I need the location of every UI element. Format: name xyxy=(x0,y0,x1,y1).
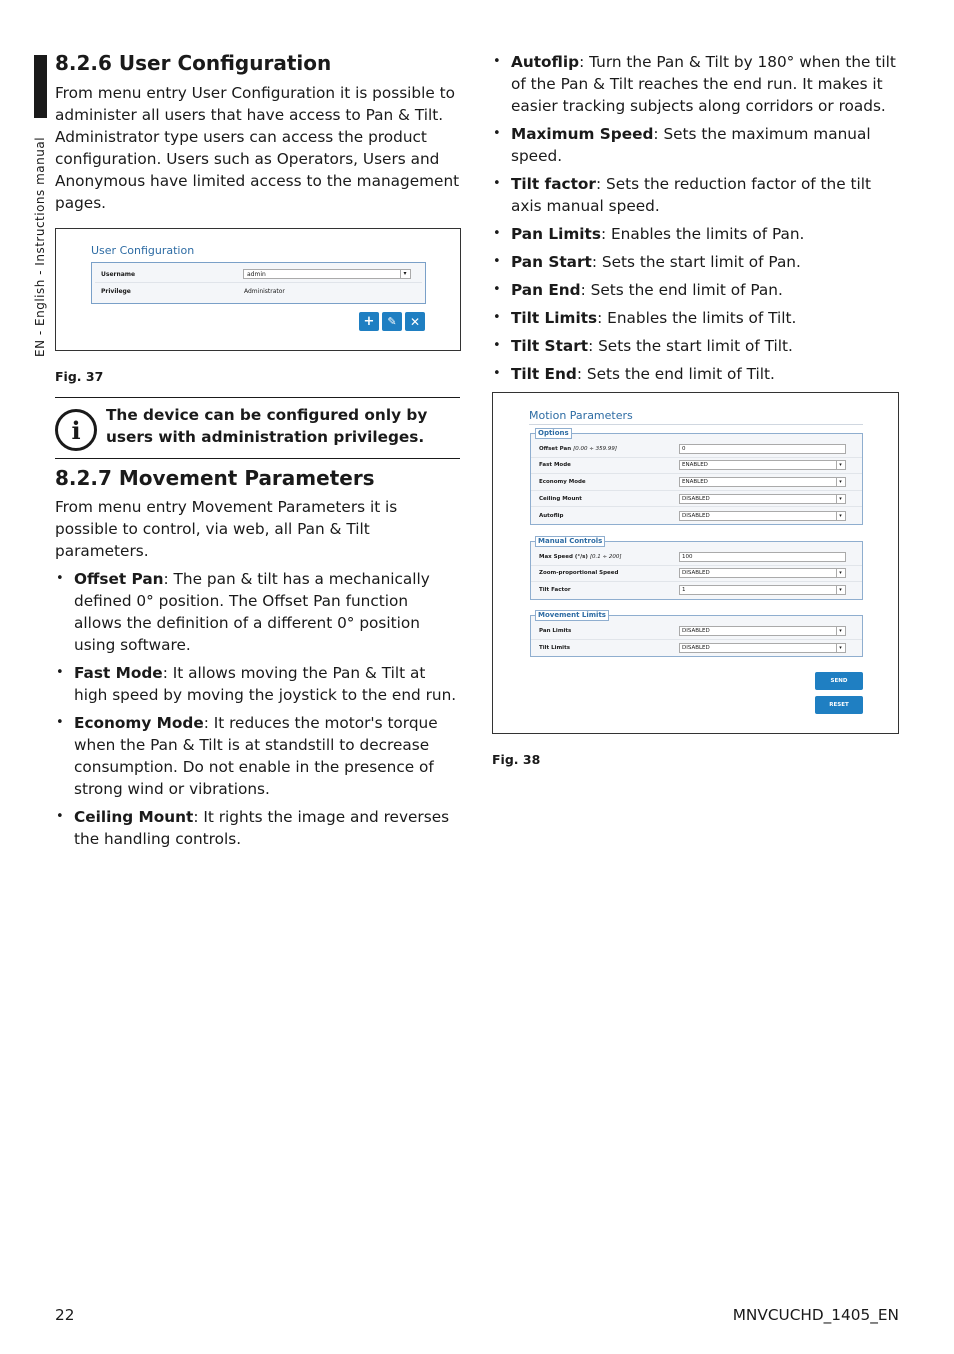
username-select[interactable]: admin ▾ xyxy=(243,269,411,279)
motion-params-title: Motion Parameters xyxy=(529,409,633,422)
figure-user-config xyxy=(55,228,461,351)
zoom-speed-row: Zoom-proportional Speed DISABLED ▾ xyxy=(531,566,862,583)
user-config-row-username xyxy=(95,266,422,283)
options-legend: Options xyxy=(535,428,572,439)
options-group xyxy=(530,429,863,525)
user-config-table xyxy=(91,262,426,304)
list-item: • Fast Mode: It allows moving the Pan & Tilt at high speed by moving the joystick to the end run. xyxy=(55,662,460,706)
document-code: MNVCUCHD_1405_EN xyxy=(732,1306,899,1324)
offset-pan-row: Offset Pan [0.00 ÷ 359.99] 0 xyxy=(531,441,862,458)
autoflip-select[interactable]: DISABLED ▾ xyxy=(679,511,846,521)
autoflip-row: Autoflip DISABLED ▾ xyxy=(531,507,862,524)
list-item: • Pan Start: Sets the start limit of Pan. xyxy=(492,251,902,273)
left-column xyxy=(55,50,460,856)
info-note xyxy=(55,397,460,459)
zoom-speed-select[interactable]: DISABLED ▾ xyxy=(679,568,846,578)
list-item: • Pan Limits: Enables the limits of Pan. xyxy=(492,223,902,245)
plus-icon: + xyxy=(363,314,375,329)
reset-button[interactable]: RESET xyxy=(815,696,863,714)
fast-mode-row: Fast Mode ENABLED ▾ xyxy=(531,458,862,475)
delete-user-button[interactable] xyxy=(405,312,425,331)
pencil-icon: ✎ xyxy=(387,315,397,328)
tilt-limits-row: Tilt Limits DISABLED ▾ xyxy=(531,640,862,657)
tilt-factor-row: Tilt Factor 1 ▾ xyxy=(531,582,862,599)
max-speed-input[interactable]: 100 xyxy=(679,552,846,562)
movement-bullets-right xyxy=(492,51,902,385)
pan-limits-select[interactable]: DISABLED ▾ xyxy=(679,626,846,636)
movement-limits-legend: Movement Limits xyxy=(535,610,609,621)
movement-paragraph: From menu entry Movement Parameters it is possible to control, via web, all Pan & Tilt parameters. xyxy=(55,498,398,560)
user-config-row-privilege xyxy=(95,283,422,300)
list-item: • Tilt Start: Sets the start limit of Tilt. xyxy=(492,335,902,357)
privilege-value: Administrator xyxy=(244,288,285,295)
user-config-actions xyxy=(359,312,425,331)
pan-limits-row: Pan Limits DISABLED ▾ xyxy=(531,623,862,640)
manual-controls-group xyxy=(530,537,863,600)
username-label: Username xyxy=(101,270,136,278)
ceiling-mount-row: Ceiling Mount DISABLED ▾ xyxy=(531,491,862,508)
tilt-factor-select[interactable]: 1 ▾ xyxy=(679,585,846,595)
list-item: • Pan End: Sets the end limit of Pan. xyxy=(492,279,902,301)
economy-mode-select[interactable]: ENABLED ▾ xyxy=(679,477,846,487)
section-heading-movement: 8.2.7 Movement Parameters xyxy=(55,466,375,490)
edit-user-button[interactable] xyxy=(382,312,402,331)
send-button[interactable]: SEND xyxy=(815,672,863,690)
list-item: • Tilt factor: Sets the reduction factor of the tilt axis manual speed. xyxy=(492,173,902,217)
max-speed-row: Max Speed (°/s) [0.1 ÷ 200] 100 xyxy=(531,549,862,566)
manual-controls-legend: Manual Controls xyxy=(535,536,605,547)
privilege-label: Privilege xyxy=(101,288,131,295)
tilt-limits-select[interactable]: DISABLED ▾ xyxy=(679,643,846,653)
user-config-title: User Configuration xyxy=(91,244,195,257)
list-item: • Autoflip: Turn the Pan & Tilt by 180° when the tilt of the Pan & Tilt reaches the end run. It makes it easier tracking subjects along corridors or roads. xyxy=(492,51,902,117)
right-column xyxy=(492,50,902,767)
movement-limits-group xyxy=(530,611,863,657)
figure-caption-38: Fig. 38 xyxy=(492,752,541,767)
section-heading-user-config: 8.2.6 User Configuration xyxy=(55,51,332,75)
info-note-text: The device can be configured only by users with administration privileges. xyxy=(106,406,428,446)
list-item: • Tilt Limits: Enables the limits of Tilt. xyxy=(492,307,902,329)
sidebar-marker xyxy=(34,55,47,118)
figure-motion-params xyxy=(492,392,899,734)
list-item: • Offset Pan: The pan & tilt has a mechanically defined 0° position. The Offset Pan function allows the definition of a different 0° position using software. xyxy=(55,568,460,656)
list-item: • Economy Mode: It reduces the motor's torque when the Pan & Tilt is at standstill to decrease consumption. Do not enable in the presence of strong wind or vibrations. xyxy=(55,712,460,800)
add-user-button[interactable] xyxy=(359,312,379,331)
list-item: • Tilt End: Sets the end limit of Tilt. xyxy=(492,363,902,385)
list-item: • Ceiling Mount: It rights the image and reverses the handling controls. xyxy=(55,806,460,850)
user-config-paragraph: From menu entry User Configuration it is possible to administer all users that have access to Pan & Tilt. Administrator type users can access the product configuration. Users such as Operators, Users and Anonymous have limited access to the management pages. xyxy=(55,84,460,212)
close-icon: ✕ xyxy=(409,314,421,329)
economy-mode-row: Economy Mode ENABLED ▾ xyxy=(531,474,862,491)
ceiling-mount-select[interactable]: DISABLED ▾ xyxy=(679,494,846,504)
offset-pan-input[interactable]: 0 xyxy=(679,444,846,454)
sidebar-label: EN - English - Instructions manual xyxy=(33,136,47,357)
movement-bullets-left xyxy=(55,568,460,850)
fast-mode-select[interactable]: ENABLED ▾ xyxy=(679,460,846,470)
figure-caption-37: Fig. 37 xyxy=(55,369,104,384)
page-number: 22 xyxy=(55,1306,75,1324)
list-item: • Maximum Speed: Sets the maximum manual speed. xyxy=(492,123,902,167)
info-icon: i xyxy=(55,409,97,451)
divider xyxy=(529,424,863,425)
